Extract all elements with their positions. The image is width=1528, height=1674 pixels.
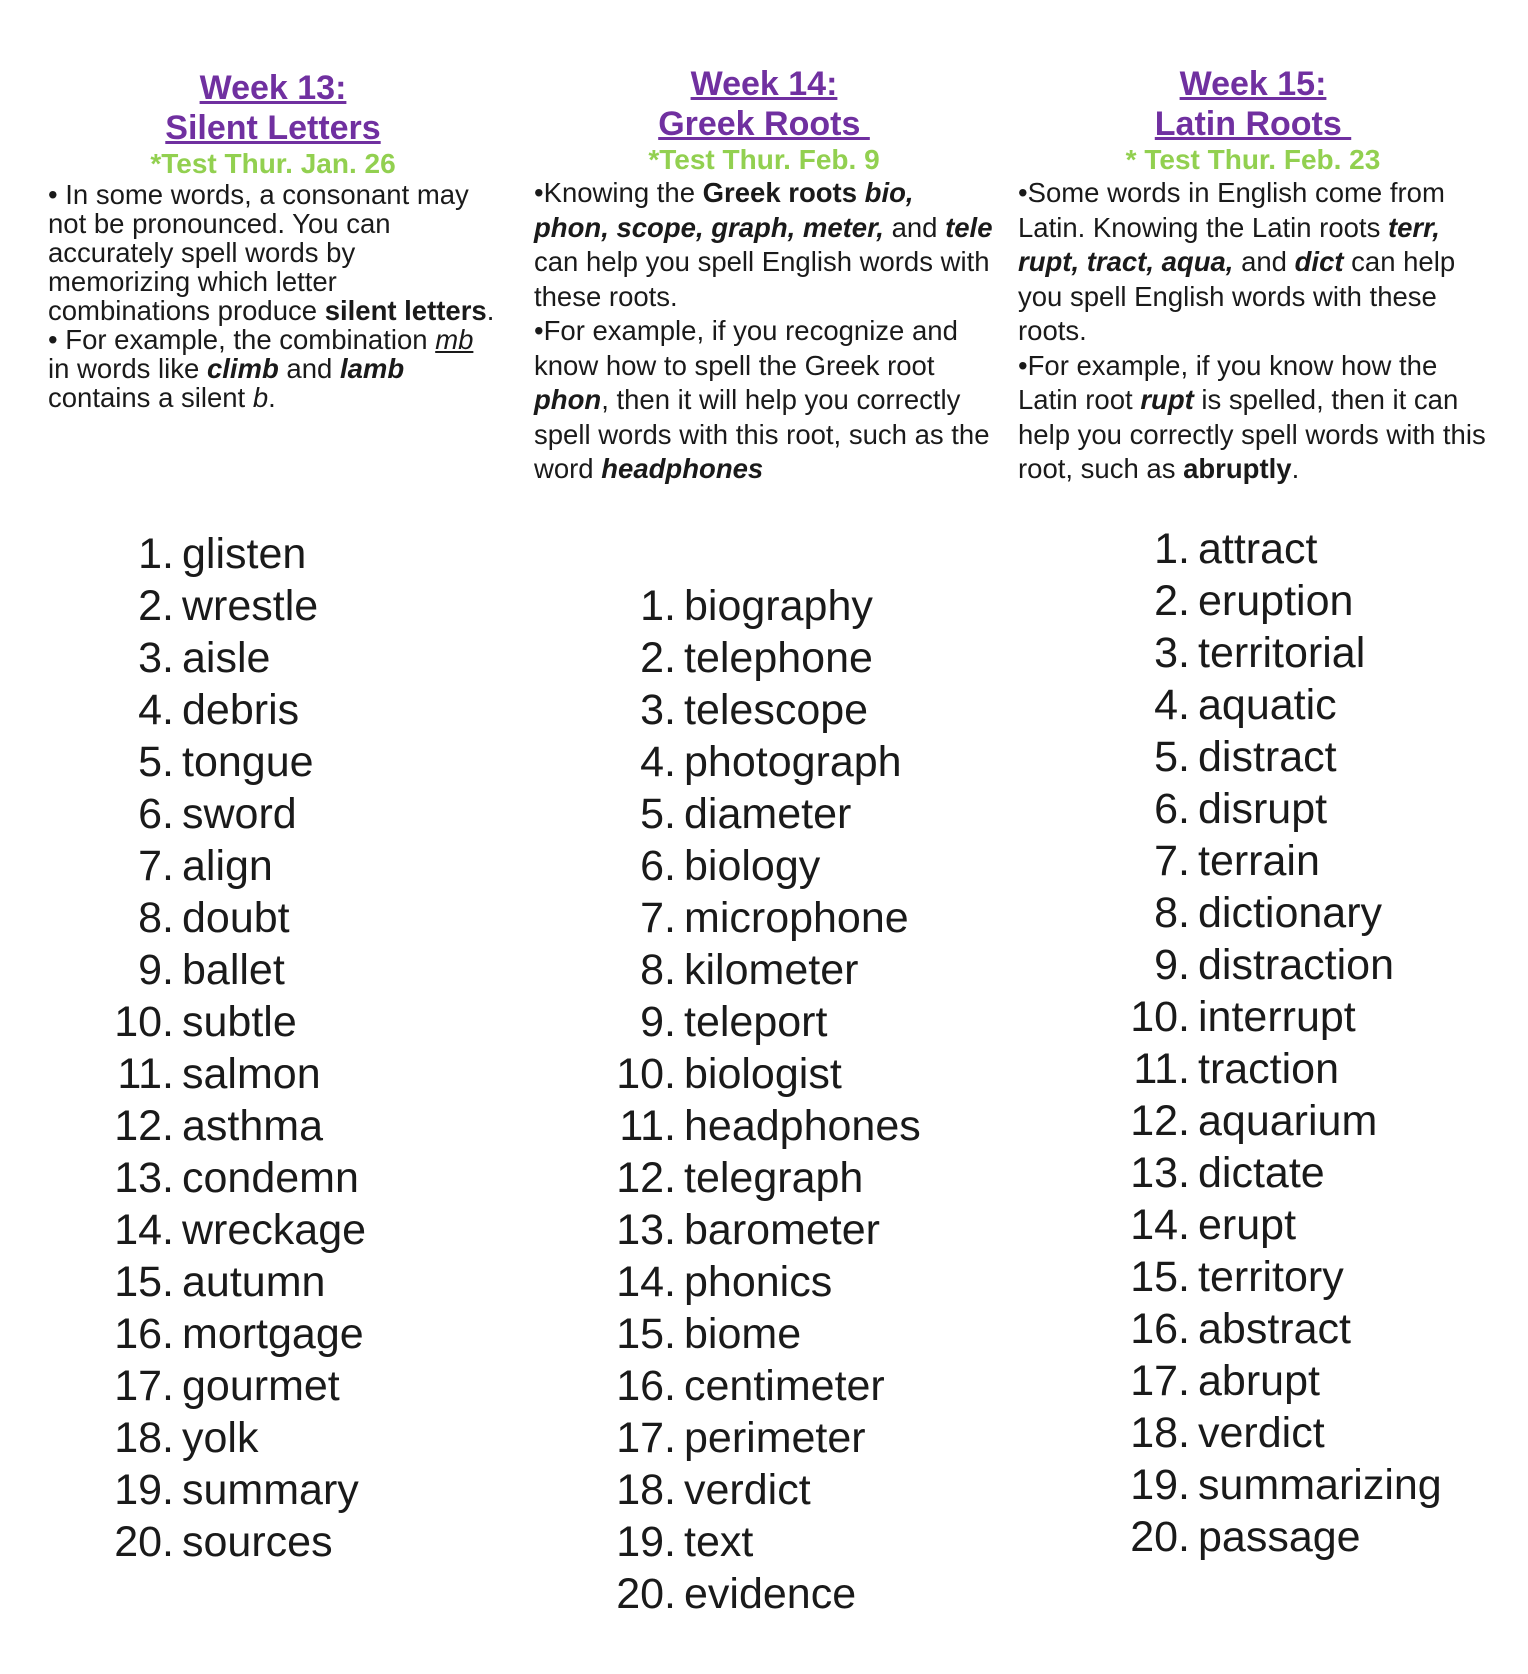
list-item — [102, 1100, 366, 1152]
week-13-column — [48, 0, 498, 1566]
item-number: 18. — [114, 1414, 174, 1462]
list-item — [1118, 1147, 1442, 1199]
week-15-column — [1018, 0, 1488, 1561]
spelling-word: distraction — [1198, 941, 1394, 989]
item-number: 1. — [640, 582, 676, 630]
item-number: 2. — [138, 582, 174, 630]
item-number: 9. — [640, 998, 676, 1046]
list-item — [102, 1256, 366, 1308]
spelling-word: sources — [182, 1518, 333, 1566]
item-number: 16. — [616, 1362, 676, 1410]
list-item — [1118, 783, 1442, 835]
item-number: 12. — [114, 1102, 174, 1150]
week-15-header — [1018, 0, 1488, 176]
week-13-test-date: *Test Thur. Jan. 26 — [150, 148, 396, 179]
week-13-word-list — [102, 528, 366, 1568]
week-15-test-date: * Test Thur. Feb. 23 — [1125, 144, 1381, 175]
spelling-word: text — [684, 1518, 754, 1566]
list-item — [102, 1516, 366, 1568]
list-item — [1118, 1303, 1442, 1355]
list-item — [1118, 1199, 1442, 1251]
item-number: 17. — [1130, 1357, 1190, 1405]
week-14-word-list — [604, 580, 921, 1620]
spelling-word: aisle — [182, 634, 271, 682]
spelling-word: microphone — [684, 894, 909, 942]
item-number: 12. — [616, 1154, 676, 1202]
spelling-word: mortgage — [182, 1310, 364, 1358]
week-14-bullet-2: •For example, if you recognize and know how to spell the Greek root phon, then it will help you correctly spell words with this root, such as the word headphones — [534, 315, 990, 484]
spelling-word: gourmet — [182, 1362, 340, 1410]
list-item — [604, 1568, 921, 1620]
list-item — [102, 1464, 366, 1516]
list-item — [102, 632, 366, 684]
list-item — [102, 996, 366, 1048]
spelling-word: terrain — [1198, 837, 1320, 885]
spelling-word: distract — [1198, 733, 1337, 781]
item-number: 18. — [1130, 1409, 1190, 1457]
item-number: 11. — [619, 1102, 676, 1150]
spelling-word: territorial — [1198, 629, 1366, 677]
list-item — [102, 528, 366, 580]
item-number: 8. — [1154, 889, 1190, 937]
spelling-word: passage — [1198, 1513, 1361, 1561]
spelling-word: dictionary — [1198, 889, 1383, 937]
list-item — [604, 736, 921, 788]
item-number: 6. — [1154, 785, 1190, 833]
list-item — [1118, 991, 1442, 1043]
list-item — [604, 944, 921, 996]
item-number: 17. — [616, 1414, 676, 1462]
item-number: 15. — [114, 1258, 174, 1306]
spelling-word: wrestle — [182, 582, 319, 630]
list-item — [1118, 1095, 1442, 1147]
list-item — [604, 996, 921, 1048]
week-14-test-date: *Test Thur. Feb. 9 — [648, 144, 880, 175]
list-item — [102, 1360, 366, 1412]
list-item — [1118, 1511, 1442, 1563]
item-number: 19. — [114, 1466, 174, 1514]
spelling-word: teleport — [684, 998, 828, 1046]
list-item — [1118, 679, 1442, 731]
item-number: 7. — [1154, 837, 1190, 885]
item-number: 19. — [616, 1518, 676, 1566]
list-item — [102, 1308, 366, 1360]
week-14-description — [534, 176, 994, 487]
item-number: 1. — [1154, 525, 1190, 573]
spelling-word: biography — [684, 582, 873, 630]
item-number: 12. — [1130, 1097, 1190, 1145]
list-item — [1118, 731, 1442, 783]
item-number: 16. — [1130, 1305, 1190, 1353]
spelling-word: biologist — [684, 1050, 842, 1098]
week-13-header — [48, 0, 498, 180]
list-item — [1118, 1043, 1442, 1095]
item-number: 11. — [1133, 1045, 1190, 1093]
item-number: 3. — [138, 634, 174, 682]
spelling-word: barometer — [684, 1206, 880, 1254]
list-item — [1118, 523, 1442, 575]
list-item — [604, 1308, 921, 1360]
spelling-word: autumn — [182, 1258, 326, 1306]
spelling-word: sword — [182, 790, 297, 838]
spelling-word: interrupt — [1198, 993, 1356, 1041]
item-number: 2. — [1154, 577, 1190, 625]
item-number: 4. — [138, 686, 174, 734]
week-13-title: Week 13: Silent Letters — [165, 69, 381, 147]
list-item — [1118, 627, 1442, 679]
item-number: 13. — [114, 1154, 174, 1202]
week-14-header — [534, 0, 994, 176]
item-number: 10. — [114, 998, 174, 1046]
list-item — [604, 1412, 921, 1464]
list-item — [1118, 575, 1442, 627]
item-number: 10. — [616, 1050, 676, 1098]
list-item — [1118, 1407, 1442, 1459]
spelling-word: glisten — [182, 530, 307, 578]
list-item — [604, 1516, 921, 1568]
week-15-bullet-1: •Some words in English come from Latin. Knowing the Latin roots terr, rupt, tract, aqua, and dict can help you spell English words with these roots. — [1018, 177, 1456, 346]
list-item — [604, 788, 921, 840]
week-15-bullet-2: •For example, if you know how the Latin root rupt is spelled, then it can help you correctly spell words with this root, such as abruptly. — [1018, 349, 1486, 484]
list-item — [102, 788, 366, 840]
item-number: 20. — [1130, 1513, 1190, 1561]
item-number: 14. — [114, 1206, 174, 1254]
spelling-word: disrupt — [1198, 785, 1328, 833]
spelling-word: perimeter — [684, 1414, 866, 1462]
spelling-word: telescope — [684, 686, 869, 734]
list-item — [1118, 1459, 1442, 1511]
item-number: 20. — [114, 1518, 174, 1566]
spelling-word: eruption — [1198, 577, 1354, 625]
item-number: 9. — [138, 946, 174, 994]
spelling-word: diameter — [684, 790, 852, 838]
spelling-word: tongue — [182, 738, 314, 786]
list-item — [1118, 1355, 1442, 1407]
spelling-word: photograph — [684, 738, 902, 786]
list-item — [102, 1204, 366, 1256]
spelling-word: asthma — [182, 1102, 324, 1150]
spelling-word: territory — [1198, 1253, 1344, 1301]
week-15-word-list — [1118, 523, 1442, 1563]
spelling-word: abrupt — [1198, 1357, 1320, 1405]
spelling-word: align — [182, 842, 273, 890]
list-item — [604, 1204, 921, 1256]
list-item — [102, 944, 366, 996]
list-item — [604, 1360, 921, 1412]
spelling-word: centimeter — [684, 1362, 885, 1410]
list-item — [604, 684, 921, 736]
week-14-title: Week 14: Greek Roots — [658, 65, 870, 143]
item-number: 4. — [640, 738, 676, 786]
list-item — [604, 1100, 921, 1152]
spelling-word: doubt — [182, 894, 290, 942]
spelling-word: biology — [684, 842, 821, 890]
spelling-word: telephone — [684, 634, 873, 682]
list-item — [102, 684, 366, 736]
spelling-word: subtle — [182, 998, 297, 1046]
item-number: 3. — [640, 686, 676, 734]
item-number: 4. — [1154, 681, 1190, 729]
spelling-word: aquatic — [1198, 681, 1337, 729]
item-number: 6. — [640, 842, 676, 890]
list-item — [604, 1048, 921, 1100]
list-item — [604, 632, 921, 684]
item-number: 17. — [114, 1362, 174, 1410]
item-number: 11. — [117, 1050, 174, 1098]
spelling-word: ballet — [182, 946, 285, 994]
item-number: 3. — [1154, 629, 1190, 677]
list-item — [604, 580, 921, 632]
list-item — [1118, 835, 1442, 887]
spelling-word: phonics — [684, 1258, 833, 1306]
list-item — [102, 580, 366, 632]
week-14-bullet-1: •Knowing the Greek roots bio, phon, scope, graph, meter, and tele can help you spell English words with these roots. — [534, 177, 993, 312]
item-number: 13. — [1130, 1149, 1190, 1197]
list-item — [604, 892, 921, 944]
spelling-word: telegraph — [684, 1154, 864, 1202]
list-item — [102, 1152, 366, 1204]
spelling-word: kilometer — [684, 946, 859, 994]
item-number: 5. — [138, 738, 174, 786]
week-13-bullet-2: • For example, the combination mb in words like climb and lamb contains a silent b. — [48, 324, 474, 413]
week-13-bullet-1: • In some words, a consonant may not be pronounced. You can accurately spell words by memorizing which letter combinations produce silent letters. — [48, 179, 495, 326]
item-number: 6. — [138, 790, 174, 838]
item-number: 14. — [1130, 1201, 1190, 1249]
spelling-word: debris — [182, 686, 300, 734]
spelling-word: condemn — [182, 1154, 359, 1202]
list-item — [604, 1464, 921, 1516]
list-item — [1118, 1251, 1442, 1303]
list-item — [604, 1152, 921, 1204]
item-number: 15. — [1130, 1253, 1190, 1301]
item-number: 1. — [138, 530, 174, 578]
week-15-title: Week 15: Latin Roots — [1154, 65, 1352, 143]
list-item — [102, 736, 366, 788]
item-number: 8. — [138, 894, 174, 942]
item-number: 5. — [640, 790, 676, 838]
item-number: 8. — [640, 946, 676, 994]
item-number: 18. — [616, 1466, 676, 1514]
spelling-word: erupt — [1198, 1201, 1297, 1249]
spelling-word: dictate — [1198, 1149, 1325, 1197]
item-number: 19. — [1130, 1461, 1190, 1509]
list-item — [102, 1412, 366, 1464]
item-number: 7. — [640, 894, 676, 942]
spelling-word: abstract — [1198, 1305, 1351, 1353]
spelling-word: biome — [684, 1310, 802, 1358]
week-13-description — [48, 180, 498, 412]
item-number: 7. — [138, 842, 174, 890]
item-number: 20. — [616, 1570, 676, 1618]
week-15-description — [1018, 176, 1488, 487]
item-number: 5. — [1154, 733, 1190, 781]
spelling-word: summary — [182, 1466, 359, 1514]
item-number: 16. — [114, 1310, 174, 1358]
list-item — [102, 892, 366, 944]
item-number: 15. — [616, 1310, 676, 1358]
spelling-word: salmon — [182, 1050, 321, 1098]
spelling-word: traction — [1198, 1045, 1340, 1093]
item-number: 9. — [1154, 941, 1190, 989]
item-number: 10. — [1130, 993, 1190, 1041]
spelling-word: verdict — [684, 1466, 811, 1514]
spelling-word: evidence — [684, 1570, 857, 1618]
spelling-word: wreckage — [182, 1206, 367, 1254]
week-14-column — [534, 0, 994, 1618]
spelling-word: aquarium — [1198, 1097, 1378, 1145]
spelling-word: yolk — [182, 1414, 259, 1462]
list-item — [102, 840, 366, 892]
spelling-word: verdict — [1198, 1409, 1325, 1457]
item-number: 14. — [616, 1258, 676, 1306]
list-item — [1118, 939, 1442, 991]
list-item — [604, 840, 921, 892]
spelling-word: headphones — [684, 1102, 921, 1150]
spelling-word: summarizing — [1198, 1461, 1442, 1509]
item-number: 13. — [616, 1206, 676, 1254]
list-item — [102, 1048, 366, 1100]
spelling-word: attract — [1198, 525, 1318, 573]
list-item — [604, 1256, 921, 1308]
list-item — [1118, 887, 1442, 939]
item-number: 2. — [640, 634, 676, 682]
